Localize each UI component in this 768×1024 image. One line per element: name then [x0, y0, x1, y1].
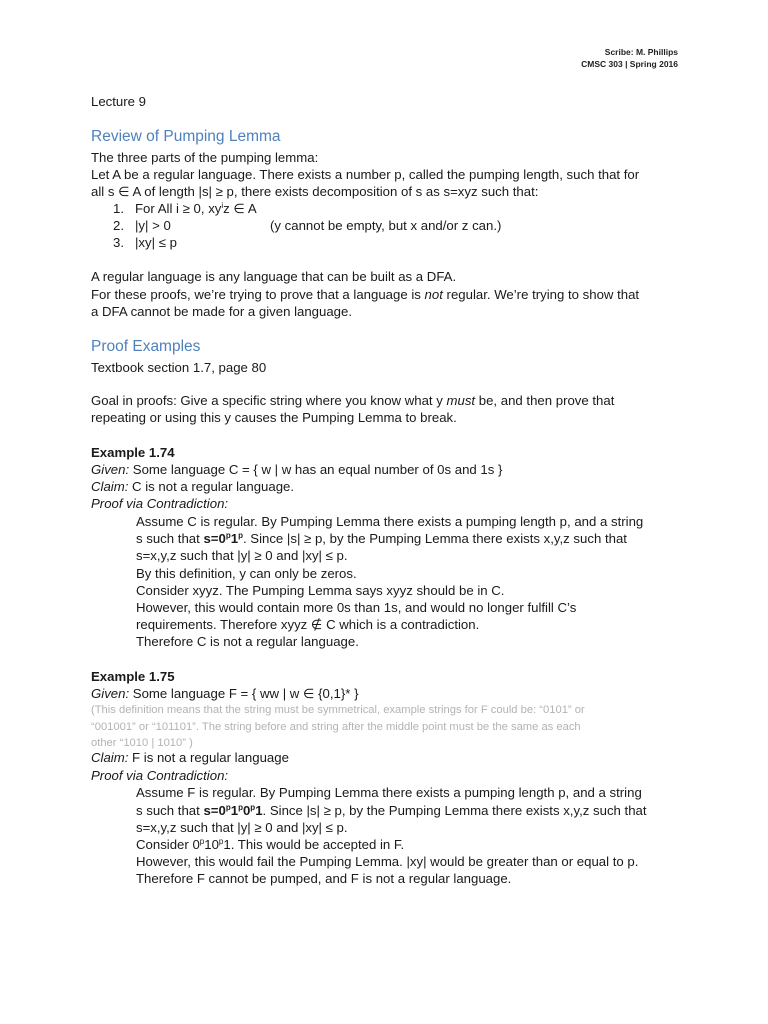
pumping-string: $s=0^p1^p0^p1$: [203, 803, 263, 818]
proof-line: s=x,y,z such that |y| ≥ 0 and |xy| ≤ p.: [136, 548, 348, 563]
proof-line: Assume F is regular. By Pumping Lemma there exists a pumping length p, and a string: [136, 785, 642, 800]
proof-line: Therefore C is not a regular language.: [136, 634, 359, 649]
example-title: Example 1.75: [91, 669, 175, 684]
example-claim: Claim: F is not a regular language: [91, 750, 289, 765]
list-item: 1. For All i ≥ 0, $xy^iz$ ∈ A: [113, 201, 257, 216]
section-heading-review: Review of Pumping Lemma: [91, 128, 281, 145]
proof-line: Consider xyyz. The Pumping Lemma says xyyz should be in C.: [136, 583, 505, 598]
proof-line: requirements. Therefore xyyz ∉ C which is a contradiction.: [136, 617, 480, 632]
proof-line: By this definition, y can only be zeros.: [136, 566, 357, 581]
definition-note: other “1010 | 1010” ): [91, 737, 193, 749]
page-header: [581, 46, 678, 70]
proof-line: Therefore F cannot be pumped, and F is not a regular language.: [136, 871, 512, 886]
textbook-reference: Textbook section 1.7, page 80: [91, 360, 267, 375]
example-claim: Claim: C is not a regular language.: [91, 479, 295, 494]
example-title: Example 1.74: [91, 445, 175, 460]
paragraph-proof-goal-1: For these proofs, we’re trying to prove that a language is not regular. We’re trying to show that: [91, 287, 640, 302]
goal-line-2: repeating or using this y causes the Pumping Lemma to break.: [91, 410, 457, 425]
paragraph-regular-language: A regular language is any language that can be built as a DFA.: [91, 269, 457, 284]
proof-line: However, this would fail the Pumping Lemma. |xy| would be greater than or equal to p.: [136, 854, 639, 869]
course-info: CMSC 303 | Spring 2016: [581, 59, 678, 69]
list-item: 2. |y| > 0: [113, 218, 171, 233]
proof-line: However, this would contain more 0s than 1s, and would no longer fulfill C’s: [136, 600, 577, 615]
scribe-name: Scribe: M. Phillips: [604, 47, 678, 57]
definition-line-2: all s ∈ A of length |s| ≥ p, there exists decomposition of s as s=xyz such that:: [91, 184, 539, 199]
goal-line-1: Goal in proofs: Give a specific string where you know what y must be, and then prove that: [91, 393, 615, 408]
proof-line: s such that $s=0^p1^p0^p1$. Since |s| ≥ p, by the Pumping Lemma there exists x,y,z such that: [136, 803, 647, 818]
section-heading-examples: Proof Examples: [91, 338, 201, 355]
definition-note: (This definition means that the string must be symmetrical, example strings for F could be: “0101” or: [91, 704, 585, 716]
paragraph-proof-goal-2: a DFA cannot be made for a given language.: [91, 304, 352, 319]
example-given: Given: Some language F = { ww | w ∈ {0,1}* }: [91, 686, 359, 701]
proof-label: Proof via Contradiction:: [91, 496, 229, 511]
proof-line: Consider 0$^p$10$^p$1. This would be accepted in F.: [136, 837, 405, 852]
lecture-title: Lecture 9: [91, 94, 146, 109]
proof-line: s=x,y,z such that |y| ≥ 0 and |xy| ≤ p.: [136, 820, 348, 835]
pumping-string: $s=0^p1^p$: [203, 531, 243, 546]
example-given: Given: Some language C = { w | w has an equal number of 0s and 1s }: [91, 462, 503, 477]
list-item-note: (y cannot be empty, but x and/or z can.): [270, 218, 502, 233]
proof-label: Proof via Contradiction:: [91, 768, 229, 783]
list-item: 3. |xy| ≤ p: [113, 235, 177, 250]
intro-line: The three parts of the pumping lemma:: [91, 150, 319, 165]
proof-line: Assume C is regular. By Pumping Lemma there exists a pumping length p, and a string: [136, 514, 644, 529]
definition-line-1: Let A be a regular language. There exists a number p, called the pumping length, such that for: [91, 167, 640, 182]
proof-line: s such that $s=0^p1^p$. Since |s| ≥ p, by the Pumping Lemma there exists x,y,z such that: [136, 531, 627, 546]
definition-note: “001001” or “101101”. The string before and string after the middle point must be the same as each: [91, 721, 581, 733]
